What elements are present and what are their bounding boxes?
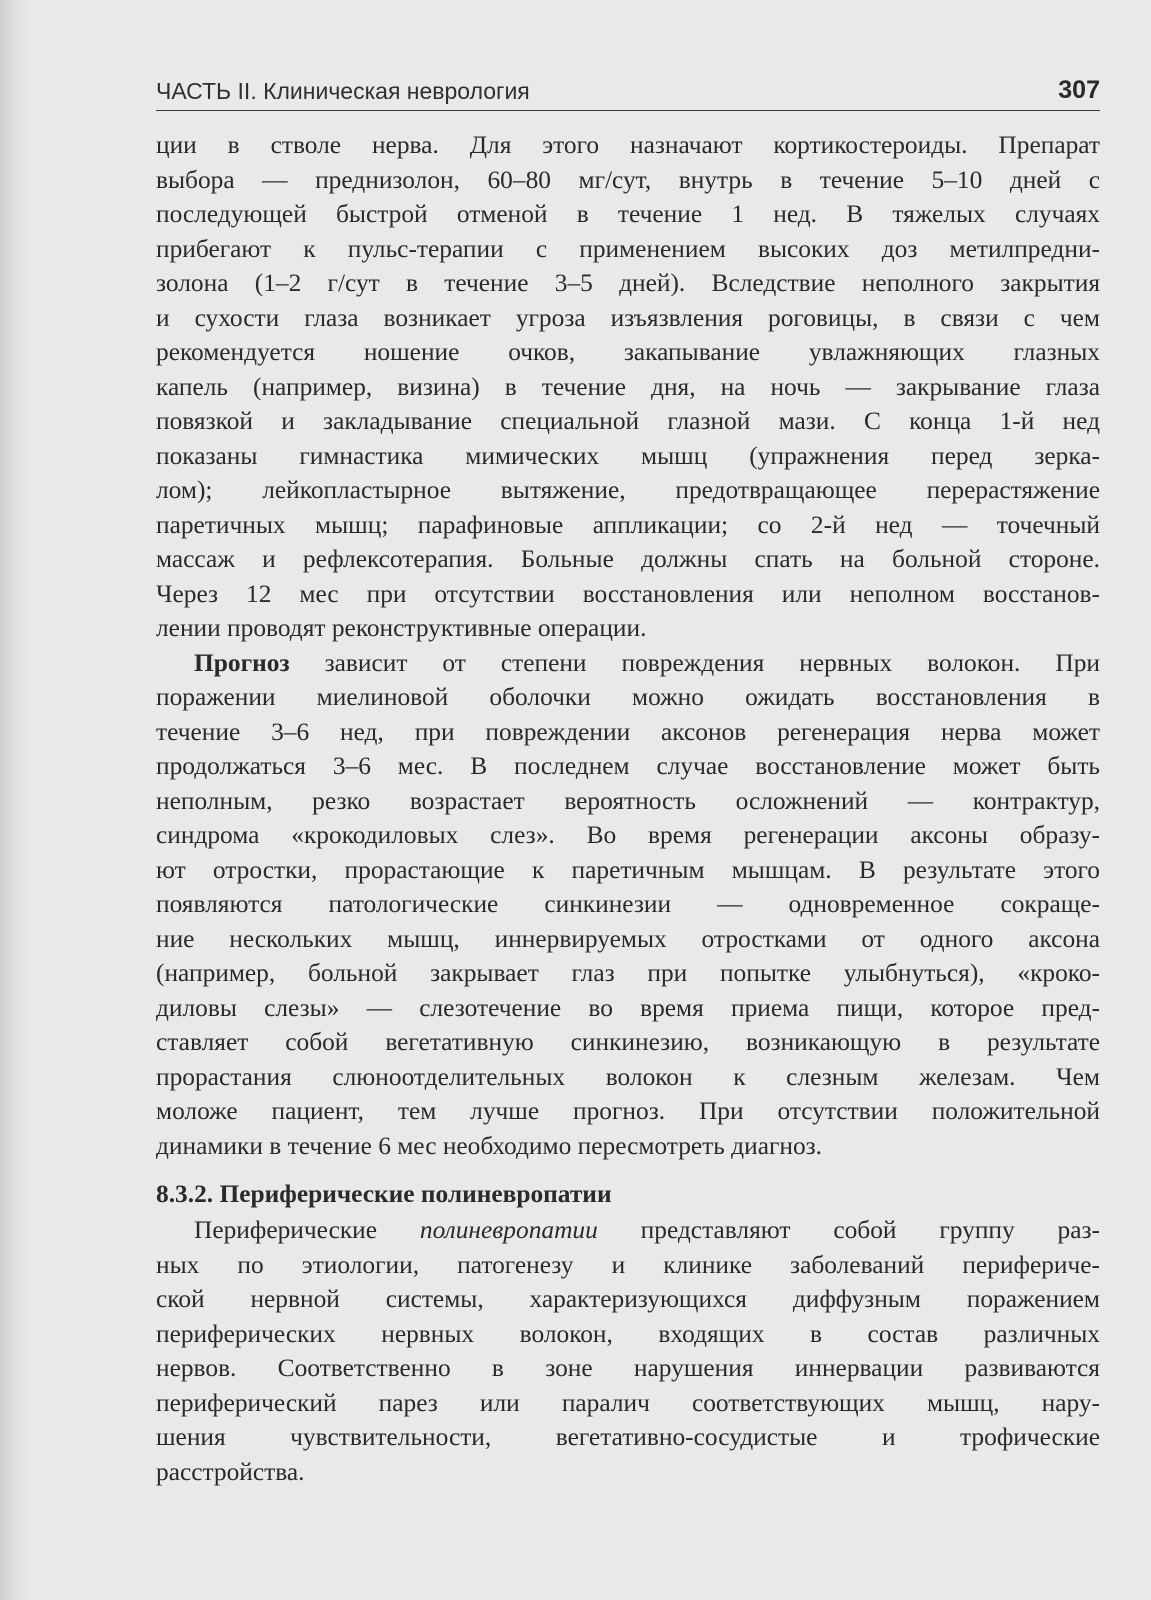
text-line: периферических нервных волокон, входящих в состав различных <box>156 1319 1100 1348</box>
text-line: ют отростки, прорастающие к паретичным мышцам. В результате этого <box>156 855 1100 884</box>
text-line <box>156 646 1100 681</box>
text-span: Периферические <box>194 1216 420 1244</box>
text-line: течение 3–6 нед, при повреждении аксонов регенерация нерва может <box>156 717 1100 746</box>
text-line: паретичных мышц; парафиновые аппликации; со 2-й нед — точечный <box>156 510 1100 539</box>
text-line: динамики в течение 6 мес необходимо пересмотреть диагноз. <box>156 1131 823 1160</box>
text-line: диловы слезы» — слезотечение во время приема пищи, которое пред- <box>156 993 1100 1022</box>
text-line: неполным, резко возрастает вероятность осложнений — контрактур, <box>156 786 1100 815</box>
text-line: расстройства. <box>156 1457 305 1486</box>
text-line: капель (например, визина) в течение дня, на ночь — закрывание глаза <box>156 372 1100 401</box>
paragraph-prognosis <box>156 646 1100 1164</box>
text-line: повязкой и закладывание специальной глазной мази. С конца 1-й нед <box>156 407 1100 435</box>
text-line: лении проводят реконструктивные операции. <box>156 614 647 642</box>
text-line: прибегают к пульс-терапии с применением высоких доз метилпредни- <box>156 234 1100 263</box>
page-number: 307 <box>1058 76 1100 104</box>
text-line: Через 12 мес при отсутствии восстановления или неполном восстанов- <box>156 579 1100 608</box>
text-line: шения чувствительности, вегетативно-сосудистые и трофические <box>156 1423 1100 1451</box>
text-span: представляют собой группу раз- <box>597 1216 1100 1244</box>
text-line: ставляет собой вегетативную синкинезию, возникающую в результате <box>156 1028 1100 1056</box>
text-line: нервов. Соответственно в зоне нарушения иннервации развиваются <box>156 1354 1100 1382</box>
term-italic: полиневропатии <box>419 1216 598 1244</box>
running-head <box>156 74 1100 111</box>
text-line: последующей быстрой отменой в течение 1 нед. В тяжелых случаях <box>156 200 1100 228</box>
text-line: выбора — преднизолон, 60–80 мг/сут, внутрь в течение 5–10 дней с <box>156 165 1100 194</box>
text-line: показаны гимнастика мимических мышц (упражнения перед зерка- <box>156 441 1100 470</box>
paragraph-polyneuropathies <box>156 1213 1100 1489</box>
text-line: ных по этиологии, патогенезу и клинике заболеваний перифериче- <box>156 1250 1100 1279</box>
body-text <box>156 128 1100 1489</box>
section-heading: 8.3.2. Периферические полиневропатии <box>156 1180 612 1208</box>
text-line: ской нервной системы, характеризующихся диффузным поражением <box>156 1285 1100 1313</box>
text-line: ции в стволе нерва. Для этого назначают кортикостероиды. Препарат <box>156 131 1100 159</box>
spacer <box>156 1163 1100 1175</box>
text-line: моложе пациент, тем лучше прогноз. При отсутствии положительной <box>156 1097 1100 1125</box>
text-line: и сухости глаза возникает угроза изъязвления роговицы, в связи с чем <box>156 303 1100 332</box>
text-line: прорастания слюноотделительных волокон к слезным железам. Чем <box>156 1062 1100 1091</box>
text-line: лом); лейкопластырное вытяжение, предотвращающее перерастяжение <box>156 476 1100 504</box>
text-line: появляются патологические синкинезии — одновременное сокраще- <box>156 890 1100 918</box>
text-line: золона (1–2 г/сут в течение 3–5 дней). Вследствие неполного закрытия <box>156 269 1100 297</box>
text-line: рекомендуется ношение очков, закапывание увлажняющих глазных <box>156 338 1100 366</box>
text-line <box>156 1213 1100 1248</box>
text-line: синдрома «крокодиловых слез». Во время регенерации аксоны образу- <box>156 821 1100 849</box>
text-line: (например, больной закрывает глаз при попытке улыбнуться), «кроко- <box>156 959 1100 987</box>
prognosis-term: Прогноз <box>194 648 290 677</box>
text-span: зависит от степени повреждения нервных волокон. При <box>289 648 1100 677</box>
text-line: периферический парез или паралич соответствующих мышц, нару- <box>156 1388 1100 1417</box>
running-head-title: ЧАСТЬ II. Клиническая неврология <box>156 78 530 104</box>
text-line: поражении миелиновой оболочки можно ожидать восстановления в <box>156 683 1100 711</box>
text-line: ние нескольких мышц, иннервируемых отростками от одного аксона <box>156 924 1100 953</box>
paragraph-treatment <box>156 128 1100 646</box>
text-line: массаж и рефлексотерапия. Больные должны спать на больной стороне. <box>156 545 1100 573</box>
text-line: продолжаться 3–6 мес. В последнем случае восстановление может быть <box>156 752 1100 780</box>
